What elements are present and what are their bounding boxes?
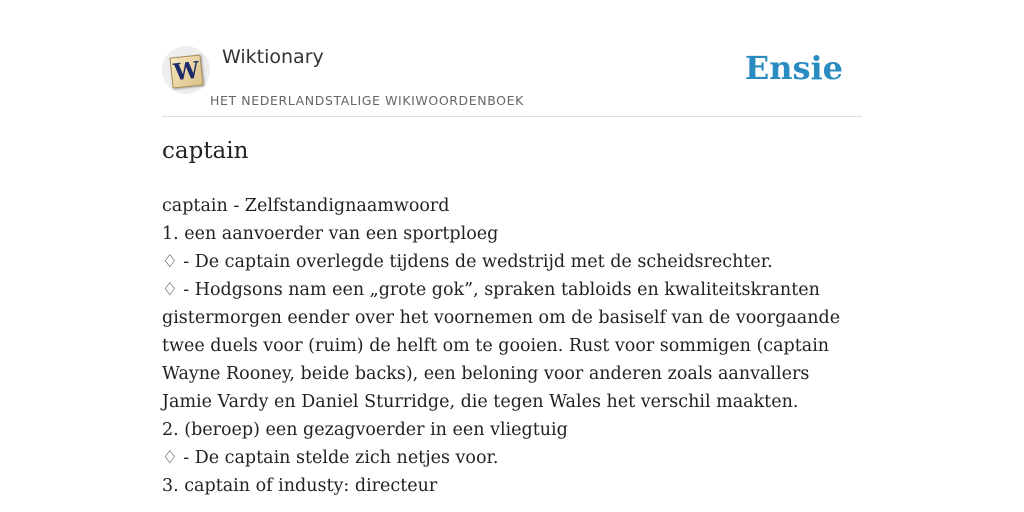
definition-line: 1. een aanvoerder van een sportploeg bbox=[162, 224, 499, 244]
logo-tile: W bbox=[169, 54, 203, 88]
site-name-link[interactable]: Wiktionary bbox=[222, 46, 324, 68]
definition-line: captain - Zelfstandignaamwoord bbox=[162, 196, 450, 216]
definition-line: 2. (beroep) een gezagvoerder in een vliegtuig bbox=[162, 420, 568, 440]
site-header bbox=[162, 40, 862, 117]
entry-title: captain bbox=[162, 138, 249, 164]
example-line: ♢ - De captain stelde zich netjes voor. bbox=[162, 448, 499, 468]
entry-definition bbox=[162, 192, 862, 500]
definition-line: 3. captain of industy: directeur bbox=[162, 476, 438, 496]
example-line: ♢ - De captain overlegde tijdens de wedstrijd met de scheidsrechter. bbox=[162, 252, 773, 272]
site-tagline: HET NEDERLANDSTALIGE WIKIWOORDENBOEK bbox=[210, 93, 524, 108]
wiktionary-logo-icon[interactable] bbox=[162, 46, 210, 94]
example-line: ♢ - Hodgsons nam een „grote gok”, spraken tabloids en kwaliteitskranten gistermorgen eender over het voornemen om de basiself van de voorgaande twee duels voor (ruim) de helft om te gooien. Rust voor sommigen (captain Wayne Rooney, beide backs), een beloning voor anderen zoals aanvallers Jamie Vardy en Daniel Sturridge, die tegen Wales het verschil maakten. bbox=[162, 280, 841, 412]
ensie-brand-logo[interactable]: Ensie bbox=[744, 49, 843, 87]
